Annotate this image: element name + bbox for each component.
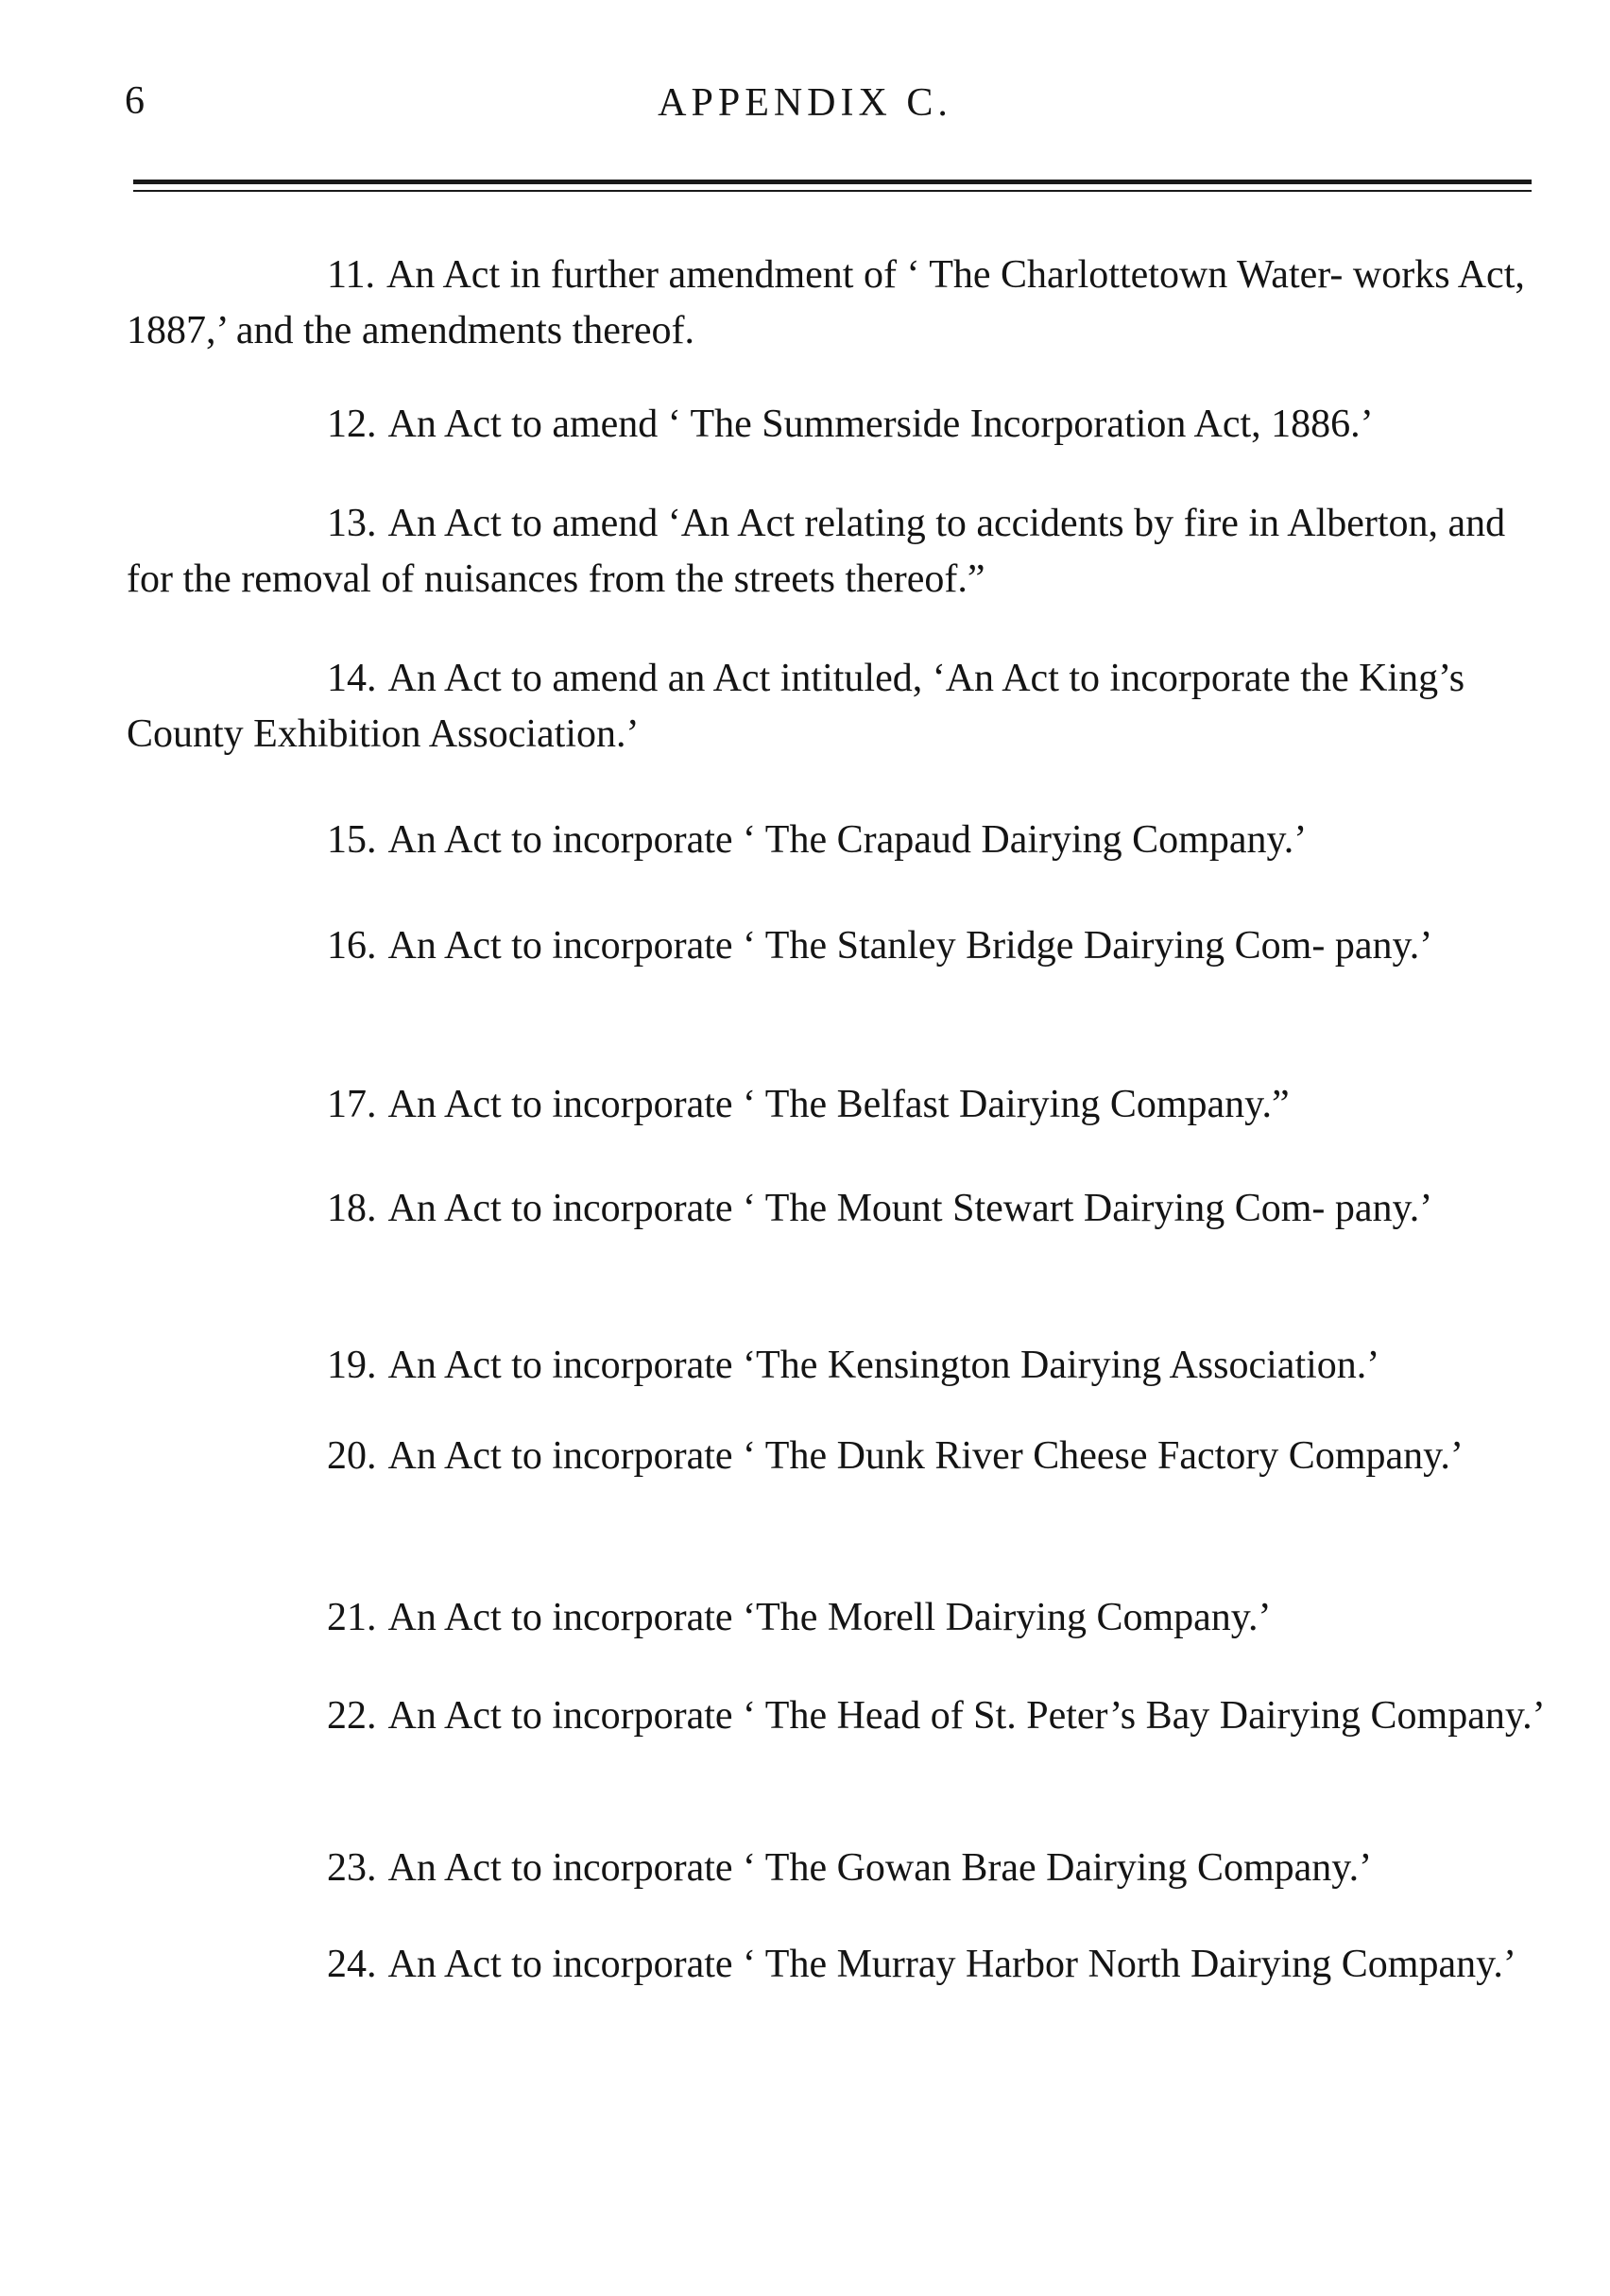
act-title: An Act to incorporate ‘ The Head of St. Peter’s Bay Dairying Company.’ [387,1694,1546,1738]
act-entry-19 [127,1338,1552,1394]
act-title: An Act to incorporate ‘ The Stanley Bridge Dairying Com- pany.’ [387,924,1433,968]
act-entry-16 [127,918,1552,974]
act-entry-13 [127,496,1552,608]
act-number: 14. [327,657,377,700]
act-title: An Act to incorporate ‘The Kensington Dairying Association.’ [387,1344,1380,1387]
act-entry-23 [127,1841,1552,1896]
act-number: 16. [327,924,377,968]
act-number: 20. [327,1434,377,1478]
page-number: 6 [125,79,145,123]
act-title: An Act to amend ‘ The Summerside Incorporation Act, 1886.’ [387,403,1374,446]
act-number: 11. [327,253,375,297]
act-number: 24. [327,1943,377,1986]
act-title: An Act to incorporate ‘ The Crapaud Dairying Company.’ [387,818,1308,862]
act-entry-11 [127,248,1552,359]
running-title: APPENDIX C. [658,81,952,125]
act-number: 21. [327,1596,377,1639]
act-title: An Act to amend an Act intituled, ‘An Act to incorporate the King’s County Exhibition Association.’ [127,657,1465,756]
act-number: 18. [327,1187,377,1230]
act-entry-21 [127,1590,1552,1646]
act-number: 17. [327,1083,377,1126]
act-number: 23. [327,1846,377,1890]
act-title: An Act to incorporate ‘ The Gowan Brae Dairying Company.’ [387,1846,1373,1890]
act-entry-15 [127,813,1552,868]
act-number: 13. [327,502,377,545]
act-number: 15. [327,818,377,862]
act-number: 19. [327,1344,377,1387]
act-title: An Act in further amendment of ‘ The Charlottetown Water- works Act, 1887,’ and the amendments thereof. [127,253,1525,352]
act-title: An Act to incorporate ‘ The Belfast Dairying Company.” [387,1083,1290,1126]
act-entry-14 [127,651,1552,762]
act-entry-20 [127,1429,1552,1484]
act-title: An Act to incorporate ‘The Morell Dairying Company.’ [387,1596,1272,1639]
act-title: An Act to amend ‘An Act relating to accidents by fire in Alberton, and for the removal of nuisances from the streets thereof.” [127,502,1506,601]
act-number: 22. [327,1694,377,1738]
act-entry-24 [127,1937,1552,1993]
act-entry-22 [127,1688,1552,1744]
act-number: 12. [327,403,377,446]
act-entry-18 [127,1181,1552,1237]
act-entry-17 [127,1077,1552,1133]
act-entry-12 [127,397,1552,453]
act-title: An Act to incorporate ‘ The Dunk River Cheese Factory Company.’ [387,1434,1464,1478]
act-title: An Act to incorporate ‘ The Murray Harbor North Dairying Company.’ [387,1943,1516,1986]
act-title: An Act to incorporate ‘ The Mount Stewart Dairying Com- pany.’ [387,1187,1433,1230]
